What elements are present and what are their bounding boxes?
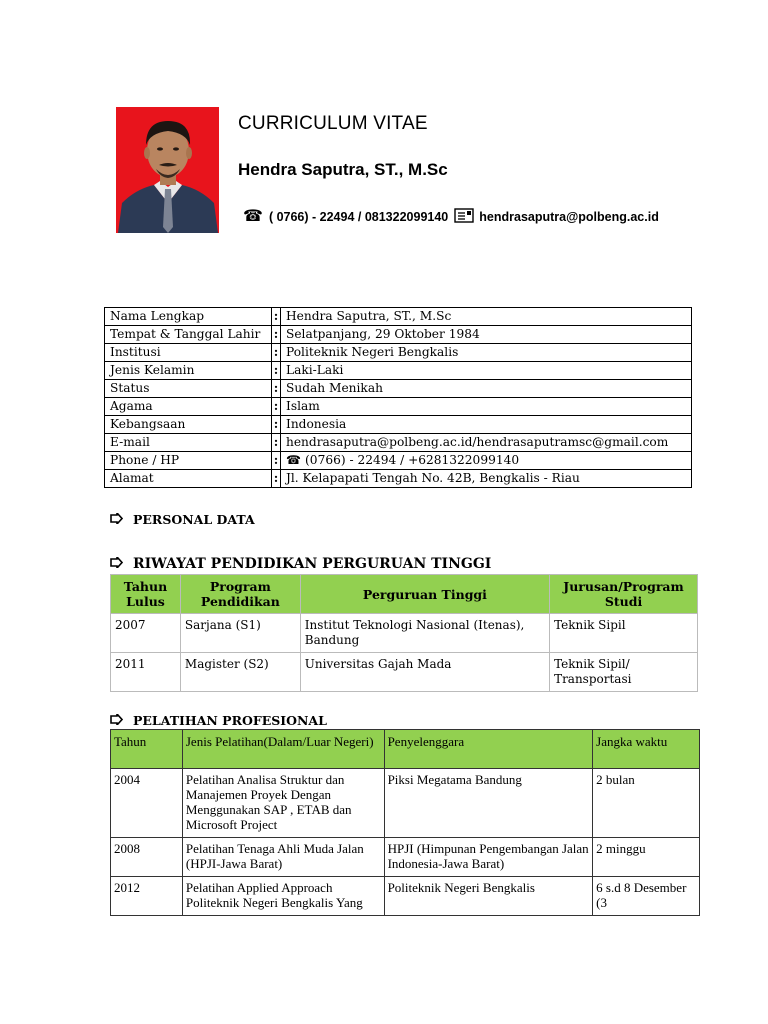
training-organizer: Politeknik Negeri Bengkalis: [384, 877, 593, 916]
training-organizer: Piksi Megatama Bandung: [384, 769, 593, 838]
training-type: Pelatihan Analisa Struktur dan Manajemen Proyek Dengan Menggunakan SAP , ETAB dan Microsoft Project: [182, 769, 384, 838]
cv-title: CURRICULUM VITAE: [238, 113, 428, 134]
cv-name: Hendra Saputra, ST., M.Sc: [238, 160, 448, 179]
table-row: [105, 326, 692, 344]
column-header: Jenis Pelatihan(Dalam/Luar Negeri): [182, 730, 384, 769]
column-header: Tahun Lulus: [111, 575, 181, 614]
row-label: Kebangsaan: [105, 416, 272, 434]
phone-icon: ☎: [243, 208, 263, 225]
mail-icon: [454, 208, 474, 226]
row-label: Agama: [105, 398, 272, 416]
row-value: Hendra Saputra, ST., M.Sc: [281, 308, 692, 326]
contact-line: [243, 208, 659, 226]
row-value: Indonesia: [281, 416, 692, 434]
row-value: Islam: [281, 398, 692, 416]
training-year: 2008: [111, 838, 183, 877]
section-heading-personal-data: [110, 512, 255, 527]
table-row: [105, 398, 692, 416]
edu-year: 2007: [111, 614, 181, 653]
row-colon: :: [272, 416, 281, 434]
table-row: [105, 434, 692, 452]
portrait-image: [116, 107, 219, 233]
row-colon: :: [272, 434, 281, 452]
row-colon: :: [272, 470, 281, 488]
training-type: Pelatihan Applied Approach Politeknik Negeri Bengkalis Yang: [182, 877, 384, 916]
training-year: 2012: [111, 877, 183, 916]
row-value: Politeknik Negeri Bengkalis: [281, 344, 692, 362]
training-duration: 2 minggu: [593, 838, 700, 877]
table-row: [105, 452, 692, 470]
table-header-row: [111, 575, 698, 614]
training-duration: 6 s.d 8 Desember (3: [593, 877, 700, 916]
table-row: [105, 344, 692, 362]
row-colon: :: [272, 344, 281, 362]
header-email: hendrasaputra@polbeng.ac.id: [479, 210, 659, 224]
column-header: Tahun: [111, 730, 183, 769]
arrow-bullet-icon: [110, 556, 123, 572]
training-type: Pelatihan Tenaga Ahli Muda Jalan (HPJI-Jawa Barat): [182, 838, 384, 877]
table-row: [105, 416, 692, 434]
table-row: [111, 838, 700, 877]
table-row: [111, 653, 698, 692]
row-value: Sudah Menikah: [281, 380, 692, 398]
section-heading-education: [110, 556, 491, 572]
training-duration: 2 bulan: [593, 769, 700, 838]
row-colon: :: [272, 362, 281, 380]
edu-university: Universitas Gajah Mada: [300, 653, 549, 692]
training-table: [110, 729, 700, 916]
row-colon: :: [272, 308, 281, 326]
section-title: PELATIHAN PROFESIONAL: [133, 713, 327, 728]
training-organizer: HPJI (Himpunan Pengembangan Jalan Indonesia-Jawa Barat): [384, 838, 593, 877]
education-table: [110, 574, 698, 692]
section-title: RIWAYAT PENDIDIKAN PERGURUAN TINGGI: [133, 556, 492, 572]
table-row: [105, 308, 692, 326]
row-label: E-mail: [105, 434, 272, 452]
edu-program: Sarjana (S1): [180, 614, 300, 653]
row-label: Tempat & Tanggal Lahir: [105, 326, 272, 344]
table-header-row: [111, 730, 700, 769]
row-value: ☎ (0766) - 22494 / +6281322099140: [281, 452, 692, 470]
section-title: PERSONAL DATA: [133, 512, 255, 527]
table-row: [111, 877, 700, 916]
column-header: Program Pendidikan: [180, 575, 300, 614]
row-colon: :: [272, 452, 281, 470]
profile-photo: [116, 107, 219, 233]
column-header: Penyelenggara: [384, 730, 593, 769]
row-label: Nama Lengkap: [105, 308, 272, 326]
personal-info-table: [104, 307, 692, 488]
row-label: Status: [105, 380, 272, 398]
row-colon: :: [272, 398, 281, 416]
row-colon: :: [272, 380, 281, 398]
edu-university: Institut Teknologi Nasional (Itenas), Bandung: [300, 614, 549, 653]
arrow-bullet-icon: [110, 713, 123, 728]
table-row: [105, 362, 692, 380]
column-header: Jangka waktu: [593, 730, 700, 769]
row-value: Jl. Kelapapati Tengah No. 42B, Bengkalis - Riau: [281, 470, 692, 488]
row-label: Jenis Kelamin: [105, 362, 272, 380]
edu-program: Magister (S2): [180, 653, 300, 692]
row-label: Institusi: [105, 344, 272, 362]
edu-major: Teknik Sipil: [550, 614, 698, 653]
row-value: Selatpanjang, 29 Oktober 1984: [281, 326, 692, 344]
row-label: Phone / HP: [105, 452, 272, 470]
section-heading-training: [110, 713, 327, 728]
header-phone: ( 0766) - 22494 / 081322099140: [268, 210, 449, 224]
row-value: Laki-Laki: [281, 362, 692, 380]
row-colon: :: [272, 326, 281, 344]
table-row: [111, 769, 700, 838]
edu-year: 2011: [111, 653, 181, 692]
column-header: Perguruan Tinggi: [300, 575, 549, 614]
training-year: 2004: [111, 769, 183, 838]
arrow-bullet-icon: [110, 512, 123, 527]
table-row: [111, 614, 698, 653]
column-header: Jurusan/Program Studi: [550, 575, 698, 614]
row-value: hendrasaputra@polbeng.ac.id/hendrasaputramsc@gmail.com: [281, 434, 692, 452]
table-row: [105, 380, 692, 398]
table-row: [105, 470, 692, 488]
edu-major: Teknik Sipil/ Transportasi: [550, 653, 698, 692]
row-label: Alamat: [105, 470, 272, 488]
